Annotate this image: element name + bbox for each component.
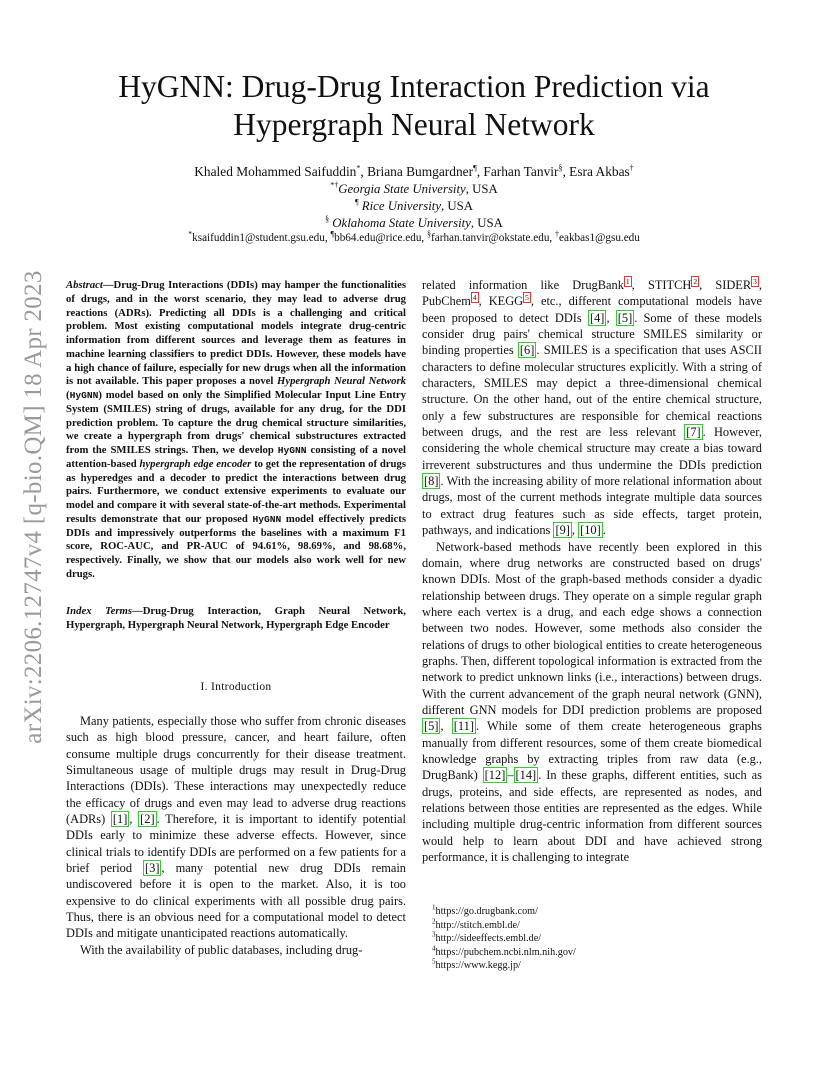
author-list: Khaled Mohammed Saifuddin*, Briana Bumgardner¶, Farhan Tanvir§, Esra Akbas† <box>194 163 634 179</box>
affiliation-2: ¶ Rice University, USA <box>354 197 474 213</box>
footnote-4: $^4$https://pubchem.ncbi.nlm.nih.gov/ <box>432 944 576 958</box>
email-3: farhan.tanvir@okstate.edu, <box>431 232 556 244</box>
footnote-5: $^5$https://www.kegg.jp/ <box>432 957 521 972</box>
paragraph: With the availability of public databases, including drug- <box>80 942 363 957</box>
citation-link[interactable]: [2] <box>140 812 155 827</box>
index-terms: Index Terms—Drug-Drug Interaction, Graph Neural Network, Hypergraph, Hypergraph Neural Network, Hypergraph Edge Encoder <box>66 605 406 631</box>
footnote-url[interactable]: http://stitch.embl.de/ <box>435 919 520 931</box>
index-terms-label: Index Terms <box>66 605 133 617</box>
footnotes <box>432 905 576 973</box>
paragraph: Many patients, especially those who suffer from chronic diseases such as high blood pressure, cancer, and heart failure, often consume multiple drugs concurrently for their disease treatment. Simultaneous usage of multiple drugs may result in Drug-Drug Interactions (DDIs). These interactions may unexpectedly reduce the efficacy of drugs and even may lead to adverse drug reactions (ADRs) [1] , [2] . Therefore, it is important to identify potential DDIs early to minimize these adverse effects. However, since clinical trials to identify DDIs are performed on a few patients for a brief period [3] , many potential new drug DDIs remain undiscovered before it is open to the market. Also, it is too expensive to do clinical experiments with all possible drug pairs. Thus, there is an obvious need for a computational model to detect DDIs and mitigate unanticipated reactions automatically. <box>66 714 406 941</box>
author-4: Esra Akbas <box>569 164 630 179</box>
citation-link[interactable]: [12] <box>484 768 506 783</box>
section-heading: I. Introduction <box>200 681 272 693</box>
footnote-url[interactable]: https://pubchem.ncbi.nlm.nih.gov/ <box>435 946 576 958</box>
footnote-link[interactable]: 3 <box>753 276 757 286</box>
citation-link[interactable]: [11] <box>453 719 474 734</box>
email-2: bb64.edu@rice.edu, <box>334 232 428 244</box>
footnote-2: $^2$http://stitch.embl.de/ <box>432 917 520 931</box>
citation-link[interactable]: [8] <box>424 474 439 489</box>
citation-link[interactable]: [10] <box>580 523 601 538</box>
abstract: Abstract—Drug-Drug Interactions (DDIs) may hamper the functionalities of drugs, and in the worst scenario, they may lead to adverse drug reactions (ADRs). Predicting all DDIs is a challenging and critical problem. Most existing computational models integrate drug-centric information from different sources and leverage them as features in machine learning classifiers to predict DDIs. However, these models have a high chance of failure, especially for new drugs when all the information is not available. This paper proposes a novel Hypergraph Neural Network (HyGNN) model based on only the Simplified Molecular Input Line Entry System (SMILES) string of drugs, available for any drug, for the DDI prediction problem. To capture the drug chemical structure similarities, we create a hypergraph from drugs' chemical substructures extracted from the SMILES strings. Then, we develop HyGNN consisting of a novel attention-based hypergraph edge encoder to get the representation of drugs as hyperedges and a decoder to predict the interactions between drug pairs. Furthermore, we conduct extensive experiments to evaluate our model and compare it with several state-of-the-art methods. Experimental results demonstrate that our proposed HyGNN model effectively predicts DDIs and impressively outperforms the baselines with a maximum F1 score, ROC-AUC, and PR-AUC of 94.61%, 98.69%, and 98.68%, respectively. Finally, we show that our models also work well for new drugs. <box>66 279 406 580</box>
paper-title <box>60 68 768 144</box>
footnote-3: $^3$http://sideeffects.embl.de/ <box>432 930 542 945</box>
arxiv-sidebar <box>14 262 54 752</box>
citation-link[interactable]: [3] <box>145 861 160 876</box>
right-body-text <box>422 277 762 865</box>
author-1: Khaled Mohammed Saifuddin <box>194 164 357 179</box>
citation-link[interactable]: [14] <box>515 768 537 783</box>
arxiv-id: arXiv:2206.12747v4 [q-bio.QM] 18 Apr 2023 <box>20 270 47 744</box>
left-body-text <box>66 713 406 958</box>
affiliation-1: *†Georgia State University, USA <box>330 180 498 196</box>
author-2: Briana Bumgardner <box>367 164 474 179</box>
footnote-1: $^1$https://go.drugbank.com/ <box>432 903 538 917</box>
author-2-mark: ¶ <box>473 163 477 173</box>
citation-link[interactable]: [5] <box>424 719 439 734</box>
author-4-mark: † <box>629 163 634 173</box>
abstract-label: Abstract <box>66 279 103 291</box>
author-1-mark: * <box>356 163 361 173</box>
footnote-url[interactable]: https://www.kegg.jp/ <box>435 960 521 972</box>
paragraph: Network-based methods have recently been explored in this domain, where drug networks are constructed based on drugs' known DDIs. Most of the graph-based methods consider a dyadic relationship between drugs. They operate on a simple regular graph where each vertex is a drug, and each edge shows a connection between two nodes. However, some methods also consider the relations of drugs to other biological entities to create heterogeneous graphs. Then, different topological information is extracted from the network to predict unknown links (i.e., interactions) between drugs. With the current advancement of the graph neural network (GNN), different GNN models for DDI prediction problems are proposed [5] , [11] . While some of them create heterogeneous graphs manually from different resources, some of them create biomedical knowledge graphs by extracting triples from raw data (e.g., DrugBank) [12] – [14] . In these graphs, different entities, such as drugs, proteins, and side effects, are represented as nodes, and relations between those entities are represented as the edges. While including multiple drug-centric information from different sources would help to learn about DDI and have achieved strong performance, it is challenging to integrate <box>422 539 762 865</box>
citation-link[interactable]: [1] <box>112 812 128 827</box>
author-3-mark: § <box>558 163 563 173</box>
author-emails: *ksaifuddin1@student.gsu.edu, ¶bb64.edu@rice.edu, §farhan.tanvir@okstate.edu, †eakbas1@gsu.edu <box>188 229 640 244</box>
footnote-url[interactable]: http://sideeffects.embl.de/ <box>435 933 542 945</box>
citation-link[interactable]: [4] <box>589 310 605 325</box>
citation-link[interactable]: [7] <box>686 425 701 440</box>
email-4: eakbas1@gsu.edu <box>559 232 640 244</box>
footnote-link[interactable]: 2 <box>693 276 698 286</box>
title-line-2: Hypergraph Neural Network <box>233 107 595 142</box>
paragraph: related information like DrugBank $^1$ , STITCH $^2$ , SIDER $^3$ , PubChem $^4$ , KEGG $^5$ , etc., different computational models have been proposed to detect DDIs [4] , [5] . Some of these models consider drug pairs' chemical structure SMILES similarity or binding properties [6] . SMILES is a specification that uses ASCII characters to define molecular structures explicitly. With a string of characters, SMILES may depict a three-dimensional chemical structure. On the other hand, out of the entire chemical structure, only a few substructures are responsible for chemical reactions between drugs, and the rest are less relevant [7] . However, considering the whole chemical structure may create a bias toward irreverent substructures and thus undermine the DDIs prediction [8] . With the increasing ability of more relational information about drugs, most of the current methods integrate multiple data sources to extract drug features such as side effects, target protein, pathways, and indications [9] , [10] . <box>422 276 763 538</box>
email-1: ksaifuddin1@student.gsu.edu, <box>192 232 331 244</box>
footnote-url[interactable]: https://go.drugbank.com/ <box>435 906 538 917</box>
footnote-link[interactable]: 1 <box>625 276 630 286</box>
citation-link[interactable]: [6] <box>519 343 535 358</box>
title-line-1: HyGNN: Drug-Drug Interaction Prediction via <box>118 69 710 104</box>
affiliation-3: § Oklahoma State University, USA <box>325 214 503 230</box>
footnote-link[interactable]: 4 <box>472 293 477 303</box>
citation-link[interactable]: [9] <box>555 523 570 538</box>
citation-link[interactable]: [5] <box>617 310 633 325</box>
author-3: Farhan Tanvir <box>483 164 559 179</box>
footnote-link[interactable]: 5 <box>525 293 529 303</box>
